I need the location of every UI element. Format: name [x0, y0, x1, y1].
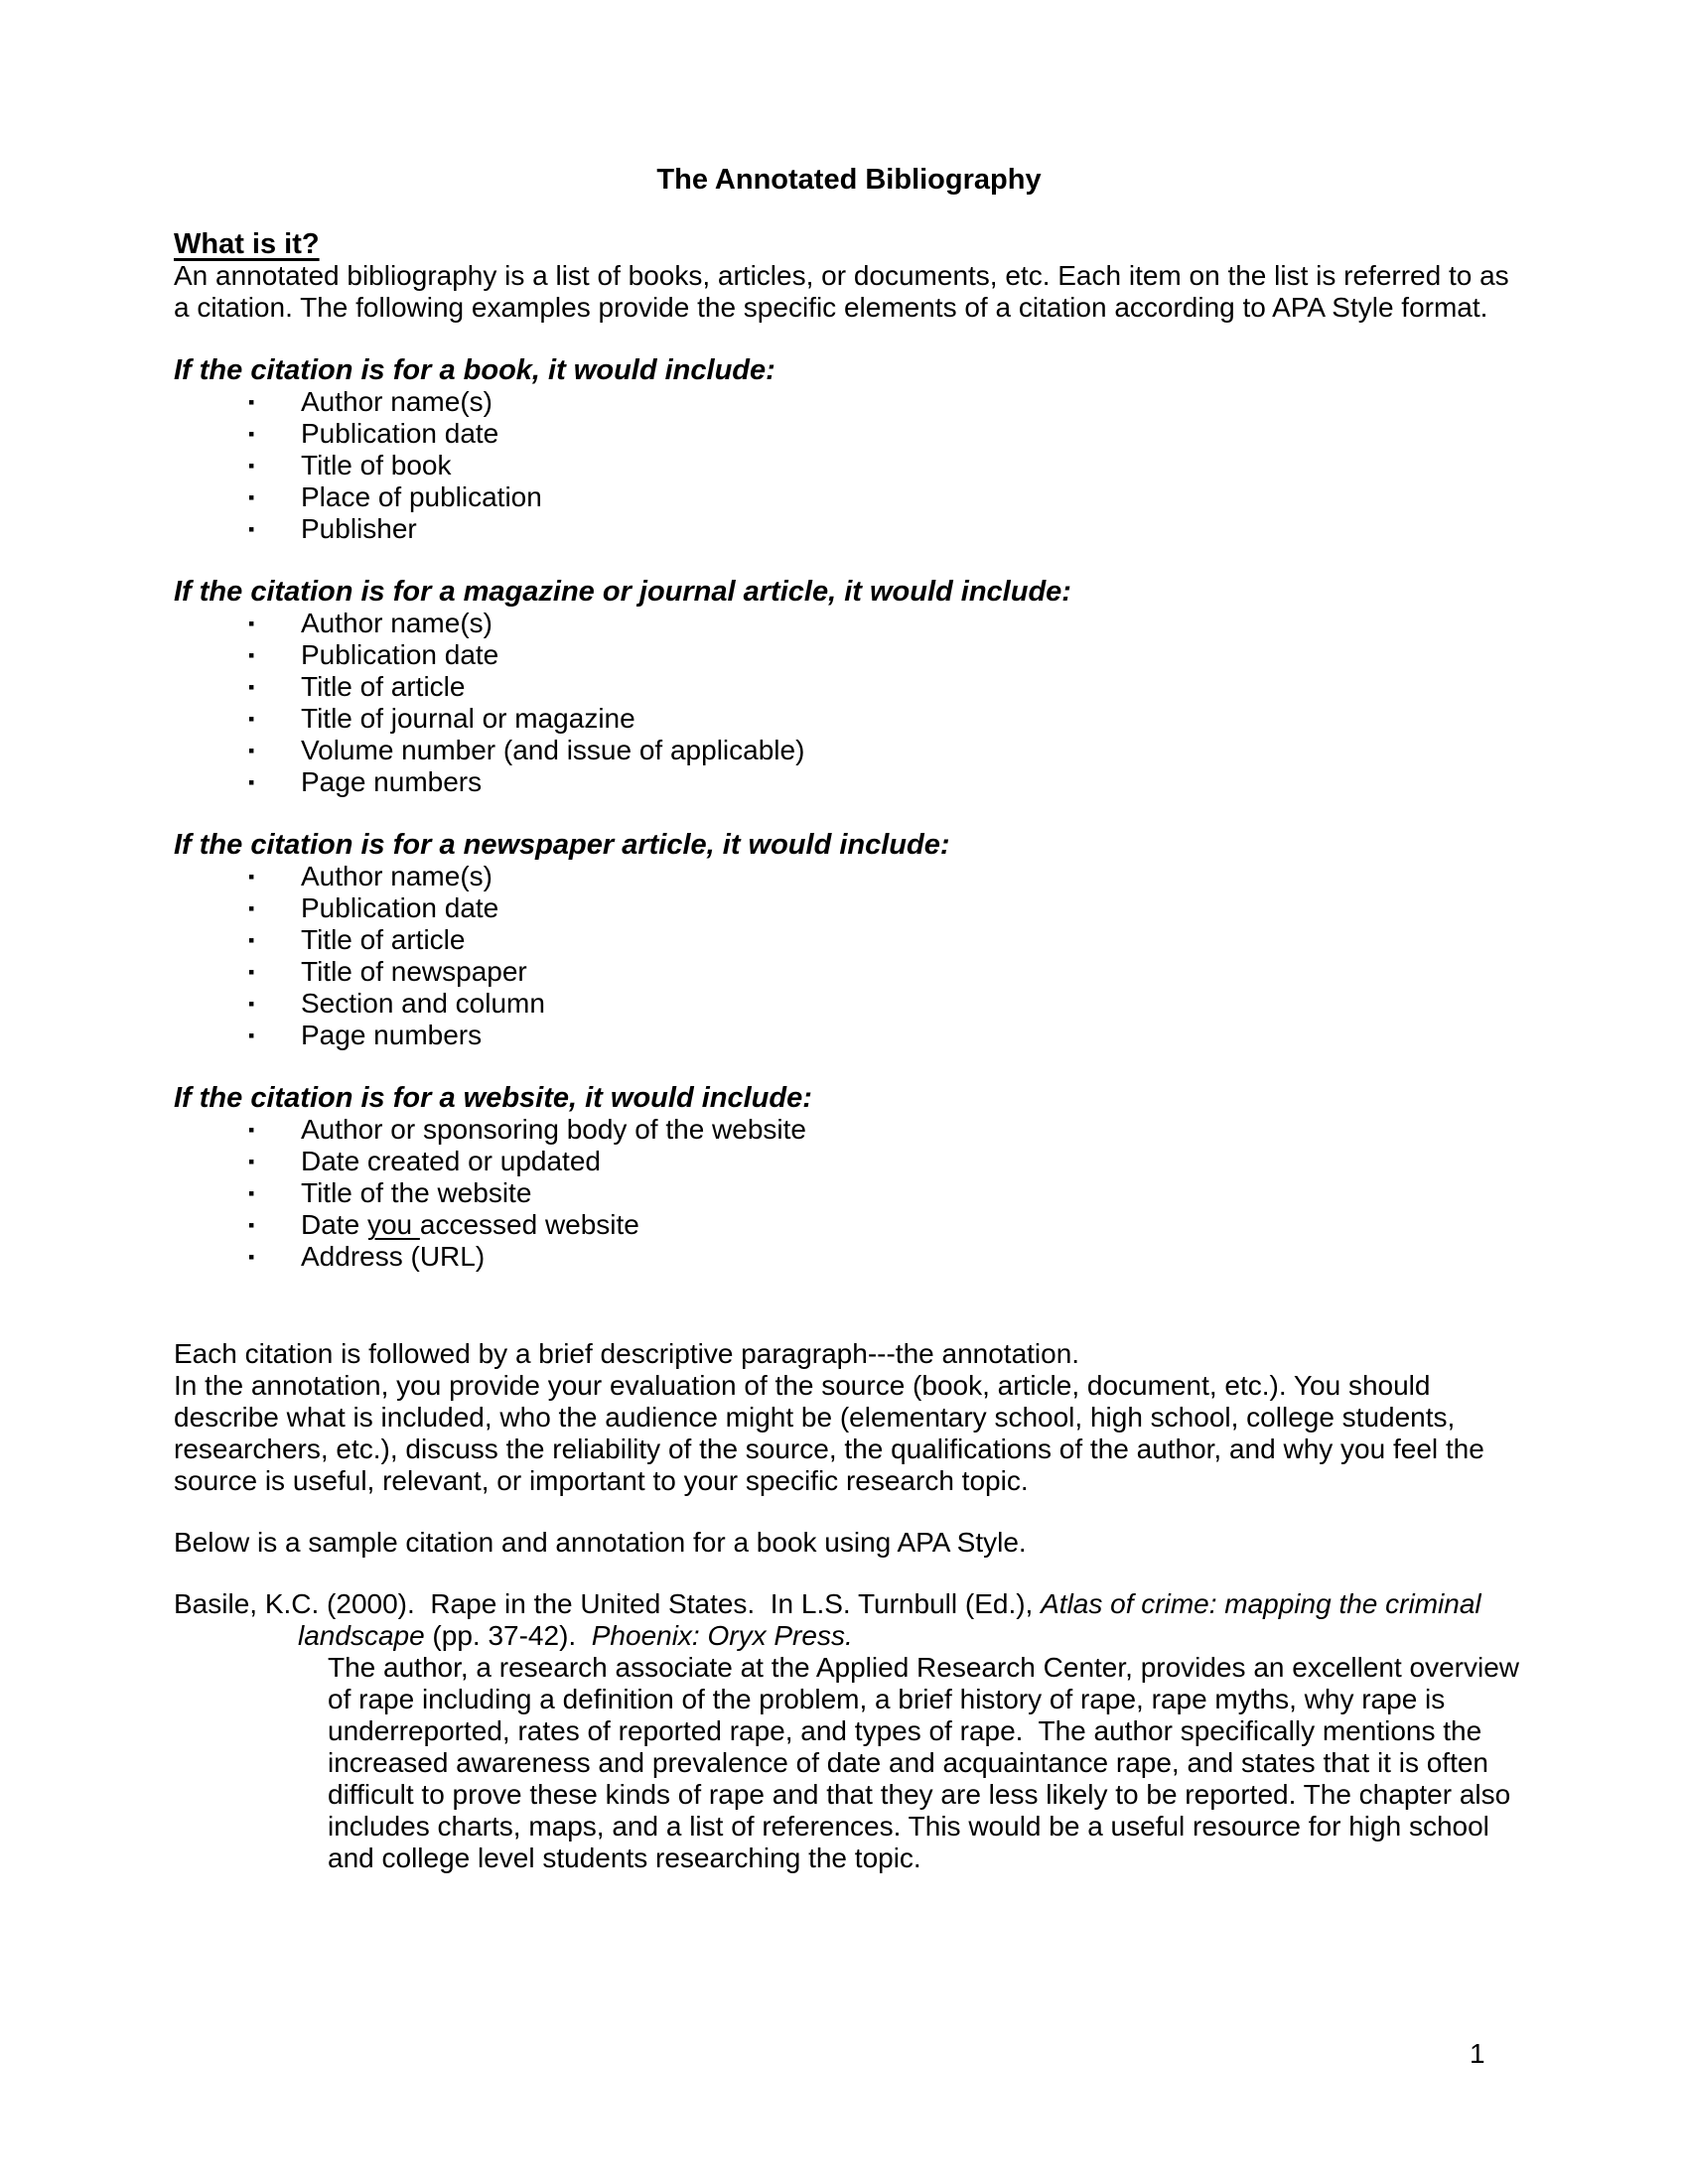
- intro-paragraph: An annotated bibliography is a list of books, articles, or documents, etc. Each item on the list is referred to as a citation. The following examples provide the specific elements of a citation according to APA Style format.: [174, 260, 1517, 323]
- list-item: [174, 735, 1524, 766]
- citation-seg-italic-title: Atlas of crime: mapping the criminal landscape: [298, 1588, 1489, 1651]
- bullet-square-icon: ▪: [248, 898, 255, 918]
- list-item: [174, 1146, 1524, 1177]
- list-item-label: [301, 1209, 639, 1240]
- bullet-square-icon: ▪: [248, 962, 255, 982]
- list-item-label: Author name(s): [301, 608, 492, 638]
- citation-seg-regular-1: Basile, K.C. (2000). Rape in the United States. In L.S. Turnbull (Ed.),: [174, 1588, 1042, 1619]
- page-title: The Annotated Bibliography: [656, 164, 1042, 196]
- list-item-label: Title of the website: [301, 1177, 532, 1208]
- sample-intro-paragraph: Below is a sample citation and annotation for a book using APA Style.: [174, 1527, 1027, 1558]
- section-book: [174, 354, 1524, 545]
- list-item: [174, 861, 1524, 892]
- bullet-square-icon: ▪: [248, 677, 255, 697]
- bullet-square-icon: ▪: [248, 741, 255, 760]
- bullet-square-icon: ▪: [248, 930, 255, 950]
- book-bullet-list: [174, 386, 1524, 545]
- list-item-label: Address (URL): [301, 1241, 486, 1272]
- bullet-square-icon: ▪: [248, 1120, 255, 1140]
- list-item-label: Title of book: [301, 450, 452, 480]
- section-website-heading: If the citation is for a website, it would include:: [174, 1082, 812, 1114]
- bullet-square-icon: ▪: [248, 994, 255, 1014]
- annotation-explanation-body: In the annotation, you provide your evaluation of the source (book, article, document, etc.). You should describe what is included, who the audience might be (elementary school, high school, college students, researchers, etc.), discuss the reliability of the source, the qualifications of the author, and why you feel the source is useful, relevant, or important to your specific research topic.: [174, 1370, 1492, 1496]
- list-item-label: Section and column: [301, 988, 545, 1019]
- list-item: [174, 703, 1524, 735]
- list-item-label: Title of journal or magazine: [301, 703, 635, 734]
- citation-seg-regular-2: (pp. 37-42).: [424, 1620, 592, 1651]
- citation-annotation: The author, a research associate at the Applied Research Center, provides an excellent overview of rape including a definition of the problem, a brief history of rape, rape myths, why rape is underreported, rates of reported rape, and types of rape. The author specifically mentions the increased awareness and prevalence of date and acquaintance rape, and states that it is often difficult to prove these kinds of rape and that they are less likely to be reported. The chapter also includes charts, maps, and a list of references. This would be a useful resource for high school and college level students researching the topic.: [328, 1652, 1527, 1873]
- list-item: [174, 418, 1524, 450]
- list-item: [174, 1114, 1524, 1146]
- list-item-label: Author name(s): [301, 861, 492, 891]
- list-item-label: Publisher: [301, 513, 417, 544]
- what-is-it-heading: [174, 228, 1524, 260]
- bullet-square-icon: ▪: [248, 1025, 255, 1045]
- annotation-explanation: [174, 1338, 1524, 1497]
- list-item: [174, 513, 1524, 545]
- bullet-square-icon: ▪: [248, 614, 255, 633]
- list-item-label: Title of newspaper: [301, 956, 527, 987]
- section-book-heading: If the citation is for a book, it would include:: [174, 354, 775, 386]
- list-item-label: Publication date: [301, 892, 499, 923]
- list-item-label: Place of publication: [301, 481, 542, 512]
- list-item: [174, 766, 1524, 798]
- newspaper-bullet-list: [174, 861, 1524, 1051]
- list-item-label: Author or sponsoring body of the website: [301, 1114, 806, 1145]
- section-magazine-journal: [174, 576, 1524, 798]
- bullet-square-icon: ▪: [248, 1247, 255, 1267]
- list-item-label: Page numbers: [301, 766, 483, 797]
- bullet-square-icon: ▪: [248, 772, 255, 792]
- list-item: [174, 892, 1524, 924]
- bullet-square-icon: ▪: [248, 1215, 255, 1235]
- page-number: 1: [1470, 2038, 1485, 2069]
- list-item-label: Title of article: [301, 924, 466, 955]
- bullet-square-icon: ▪: [248, 424, 255, 444]
- list-item-label: Page numbers: [301, 1020, 483, 1050]
- website-bullet-list: [174, 1114, 1524, 1273]
- list-item: [174, 1209, 1524, 1241]
- bullet-square-icon: ▪: [248, 456, 255, 476]
- list-item-label: Publication date: [301, 418, 499, 449]
- list-item: [174, 386, 1524, 418]
- list-item-label: Volume number (and issue of applicable): [301, 735, 805, 765]
- list-item: [174, 639, 1524, 671]
- bullet-square-icon: ▪: [248, 709, 255, 729]
- list-item: [174, 956, 1524, 988]
- list-item: [174, 1241, 1524, 1273]
- list-item: [174, 924, 1524, 956]
- list-item-label: Author name(s): [301, 386, 492, 417]
- magazine-bullet-list: [174, 608, 1524, 798]
- date-accessed-pre: Date: [301, 1209, 367, 1240]
- sample-citation: [174, 1588, 1524, 1652]
- date-accessed-post: accessed website: [419, 1209, 639, 1240]
- list-item-label: Title of article: [301, 671, 466, 702]
- list-item: [174, 481, 1524, 513]
- what-is-it-heading-text: What is it?: [174, 228, 320, 260]
- section-magazine-heading: If the citation is for a magazine or journal article, it would include:: [174, 576, 1071, 608]
- annotation-explanation-line1: Each citation is followed by a brief descriptive paragraph---the annotation.: [174, 1338, 1080, 1369]
- section-newspaper-heading: If the citation is for a newspaper article, it would include:: [174, 829, 950, 861]
- list-item: [174, 671, 1524, 703]
- section-newspaper: [174, 829, 1524, 1051]
- list-item: [174, 1177, 1524, 1209]
- list-item: [174, 1020, 1524, 1051]
- bullet-square-icon: ▪: [248, 645, 255, 665]
- date-accessed-you-underlined: you: [366, 1209, 420, 1240]
- bullet-square-icon: ▪: [248, 392, 255, 412]
- bullet-square-icon: ▪: [248, 1183, 255, 1203]
- list-item: [174, 608, 1524, 639]
- bullet-square-icon: ▪: [248, 519, 255, 539]
- list-item: [174, 450, 1524, 481]
- bullet-square-icon: ▪: [248, 867, 255, 887]
- list-item: [174, 988, 1524, 1020]
- list-item-label: Date created or updated: [301, 1146, 601, 1176]
- list-item-label: Publication date: [301, 639, 499, 670]
- bullet-square-icon: ▪: [248, 487, 255, 507]
- section-website: [174, 1082, 1524, 1273]
- bullet-square-icon: ▪: [248, 1152, 255, 1171]
- citation-seg-italic-publisher: Phoenix: Oryx Press.: [591, 1620, 853, 1651]
